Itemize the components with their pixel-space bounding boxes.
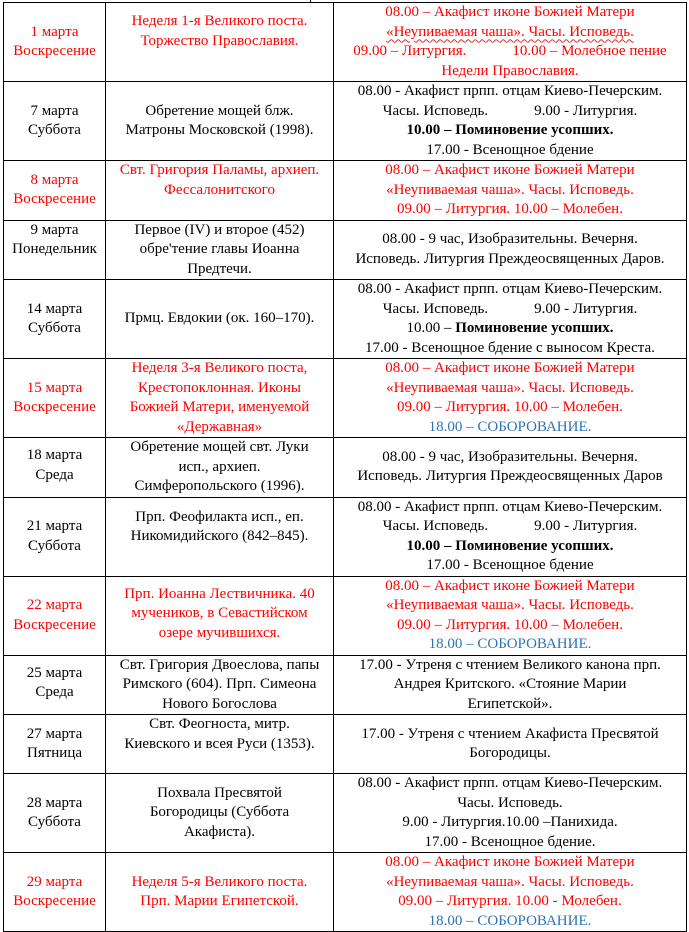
date: 22 марта <box>26 597 83 613</box>
services-cell <box>334 280 687 359</box>
feast-line: Божией Матери, именуемой <box>129 399 310 415</box>
weekday: Среда <box>35 466 74 483</box>
feast-line: Торжество Православия. <box>140 32 299 49</box>
date: 28 марта <box>26 794 83 811</box>
table-row <box>4 655 687 715</box>
feast-cell <box>106 3 334 82</box>
services-cell <box>334 655 687 715</box>
weekday: Воскресение <box>13 399 96 415</box>
service-line: Часы. Исповедь. 9.00 - Литургия. <box>382 518 638 534</box>
services-schedule-table <box>3 2 687 932</box>
services-cell <box>334 576 687 655</box>
date-cell <box>4 438 106 498</box>
service-line: 08.00 – Акафист иконе Божией Матери <box>385 577 635 594</box>
service-line: 08.00 – Акафист иконе Божией Матери <box>385 854 635 870</box>
weekday: Пятница <box>26 745 83 761</box>
weekday: Суббота <box>28 814 81 830</box>
services-cell <box>334 715 687 774</box>
service-line: 09.00 – Литургия. 10.00 – Молебное пение <box>353 43 667 59</box>
feast-line: Прп. Иоанна Лествичника. 40 <box>124 585 315 602</box>
date-cell <box>4 359 106 438</box>
table-row <box>4 715 687 774</box>
feast-cell <box>106 655 334 715</box>
service-line: 08.00 - Акафист прпп. отцам Киево-Печерским. <box>357 281 663 297</box>
service-line: Исповедь. Литургия Преждеосвященных Даров <box>357 468 663 485</box>
table-row <box>4 576 687 655</box>
service-line: 17.00 - Всенощное бдение с выносом Креста. <box>365 339 655 356</box>
date: 25 марта <box>26 664 83 681</box>
feast-line: Свт. Григория Паламы, архиеп. <box>119 162 320 178</box>
service-line: 9.00 - Литургия.10.00 –Панихида. <box>402 814 618 830</box>
service-line: 17.00 - Всенощное бдение <box>426 141 594 158</box>
service-line: 08.00 - Акафист прпп. отцам Киево-Печерским. <box>357 498 663 515</box>
date: 27 марта <box>26 725 83 742</box>
feast-line: обре'тение главы Иоанна <box>139 241 300 257</box>
table-row <box>4 497 687 576</box>
table-row <box>4 280 687 359</box>
service-line: 08.00 - Акафист прпп. отцам Киево-Печерским. <box>357 775 663 791</box>
service-line: Часы. Исповедь. 9.00 - Литургия. <box>382 300 638 317</box>
service-line: «Неупиваемая чаша». Часы. Исповедь. <box>386 181 634 198</box>
feast-cell <box>106 715 334 774</box>
feast-line: мучеников, в Севастийском <box>131 605 308 621</box>
feast-cell <box>106 359 334 438</box>
services-cell <box>334 774 687 853</box>
feast-cell <box>106 280 334 359</box>
table-row <box>4 82 687 161</box>
feast-line: Обретение мощей блж. <box>145 102 294 119</box>
date-cell <box>4 220 106 280</box>
services-cell <box>334 82 687 161</box>
service-line: 09.00 – Литургия. 10.00 – Молебен. <box>397 616 623 633</box>
service-line: 08.00 – Акафист иконе Божией Матери <box>385 360 635 376</box>
service-line: 17.00 - Утреня с чтением Акафиста Пресвятой <box>361 725 659 742</box>
date-cell <box>4 3 106 82</box>
date: 9 марта <box>30 221 79 238</box>
date: 18 марта <box>26 447 83 463</box>
weekday: Среда <box>35 684 74 700</box>
feast-line: Крестопоклонная. Иконы <box>138 379 301 396</box>
table-row <box>4 774 687 853</box>
feast-cell <box>106 576 334 655</box>
unction-line: 18.00 – СОБОРОВАНИЕ. <box>428 912 592 929</box>
date-cell <box>4 576 106 655</box>
feast-line: Симферопольского (1996). <box>134 478 305 494</box>
service-line: Богородицы. <box>469 745 551 761</box>
feast-line: Обретение мощей свт. Луки <box>130 439 309 455</box>
service-line: «Неупиваемая чаша». Часы. Исповедь. <box>386 23 634 40</box>
weekday: Понедельник <box>12 241 97 257</box>
service-line: Часы. Исповедь. 9.00 - Литургия. <box>382 102 638 119</box>
service-line: 17.00 - Всенощное бдение <box>426 557 594 573</box>
date: 8 марта <box>30 171 79 188</box>
weekday: Суббота <box>28 320 81 336</box>
service-line: 08.00 - 9 час, Изобразительны. Вечерня. <box>382 448 638 465</box>
feast-line: Киевского и всея Руси (1353). <box>124 735 315 752</box>
date: 7 марта <box>30 102 79 119</box>
service-line: 10.00 – Поминовение усопших. <box>406 320 614 336</box>
unction-line: 18.00 – СОБОРОВАНИЕ. <box>428 418 592 435</box>
table-row <box>4 359 687 438</box>
feast-line: «Державная» <box>176 418 263 435</box>
service-line: 10.00 – Поминовение усопших. <box>406 537 614 554</box>
feast-line: Акафиста). <box>183 823 256 840</box>
weekday: Воскресение <box>13 191 96 208</box>
feast-cell <box>106 497 334 576</box>
date: 14 марта <box>26 300 83 317</box>
weekday: Суббота <box>28 537 81 554</box>
service-line: «Неупиваемая чаша». Часы. Исповедь. <box>386 597 634 613</box>
date-cell <box>4 715 106 774</box>
service-line: 08.00 - Акафист прпп. отцам Киево-Печерским. <box>357 83 663 99</box>
service-line: Часы. Исповедь. <box>457 794 563 811</box>
service-line: 09.00 – Литургия. 10.00 – Молебен. <box>397 399 623 415</box>
services-cell <box>334 161 687 221</box>
date-cell <box>4 774 106 853</box>
feast-line: Свт. Григория Двоеслова, папы <box>119 656 320 673</box>
date: 1 марта <box>30 23 79 40</box>
service-line: «Неупиваемая чаша». Часы. Исповедь. <box>386 379 634 396</box>
date-cell <box>4 497 106 576</box>
date: 21 марта <box>26 518 83 534</box>
weekday: Воскресение <box>13 616 96 633</box>
feast-line: Римского (604). Прп. Симеона <box>122 676 317 692</box>
service-line: 10.00 – Поминовение усопших. <box>406 122 614 138</box>
date-cell <box>4 655 106 715</box>
table-row <box>4 220 687 280</box>
service-line: 08.00 – Акафист иконе Божией Матери <box>385 162 635 178</box>
service-line: 09.00 – Литургия. 10.00 – Молебен. <box>397 201 623 217</box>
feast-line: Богородицы (Суббота <box>149 804 290 821</box>
feast-line: Неделя 5-я Великого поста. <box>131 873 308 890</box>
date-cell <box>4 82 106 161</box>
services-cell <box>334 220 687 280</box>
feast-line: Фессалонитского <box>164 181 275 198</box>
feast-line: Похвала Пресвятой <box>157 784 282 801</box>
service-line: 08.00 - 9 час, Изобразительны. Вечерня. <box>382 231 638 248</box>
service-line: Исповедь. Литургия Преждеосвященных Даров. <box>355 250 665 267</box>
feast-line: исп., архиеп. <box>178 458 261 475</box>
table-row <box>4 161 687 221</box>
feast-line: Матроны Московской (1998). <box>125 122 314 138</box>
date-cell <box>4 280 106 359</box>
date: 15 марта <box>26 379 83 396</box>
feast-cell <box>106 774 334 853</box>
feast-line: Прмц. Евдокии (ок. 160–170). <box>124 310 315 327</box>
services-cell <box>334 3 687 82</box>
service-line: Египетской». <box>467 695 553 712</box>
table-row <box>4 3 687 82</box>
service-line: Недели Православия. <box>441 62 579 79</box>
feast-line: озере мучившихся. <box>158 624 281 641</box>
table-row <box>4 438 687 498</box>
service-line: Андрея Критского. «Стояние Марии <box>393 676 627 692</box>
feast-line: Неделя 3-я Великого поста, <box>131 360 308 376</box>
feast-cell <box>106 161 334 221</box>
feast-line: Прп. Феофилакта исп., еп. <box>135 508 304 525</box>
date: 29 марта <box>26 873 83 890</box>
services-cell <box>334 438 687 498</box>
feast-line: Первое (IV) и второе (452) <box>134 221 305 238</box>
service-line: «Неупиваемая чаша». Часы. Исповедь. <box>386 873 634 890</box>
feast-line: Никомидийского (842–845). <box>130 528 309 544</box>
weekday: Воскресение <box>13 893 96 909</box>
service-line: 09.00 – Литургия. 10.00 - Молебен. <box>398 893 622 909</box>
service-line: 08.00 – Акафист иконе Божией Матери <box>385 4 635 20</box>
feast-line: Свт. Феогноста, митр. <box>149 716 290 732</box>
services-cell <box>334 359 687 438</box>
feast-line: Прп. Марии Египетской. <box>140 893 299 909</box>
service-line: 17.00 - Всенощное бдение. <box>424 833 596 850</box>
feast-line: Предтечи. <box>187 260 252 277</box>
feast-cell <box>106 438 334 498</box>
unction-line: 18.00 – СОБОРОВАНИЕ. <box>428 636 592 652</box>
service-line: 17.00 - Утреня с чтением Великого канона прп. <box>359 656 661 673</box>
weekday: Суббота <box>28 122 81 138</box>
date-cell <box>4 161 106 221</box>
services-cell <box>334 497 687 576</box>
feast-line: Нового Богослова <box>162 695 277 712</box>
feast-cell <box>106 82 334 161</box>
feast-cell <box>106 220 334 280</box>
weekday: Воскресение <box>13 43 96 59</box>
feast-line: Неделя 1-я Великого поста. <box>131 13 308 29</box>
